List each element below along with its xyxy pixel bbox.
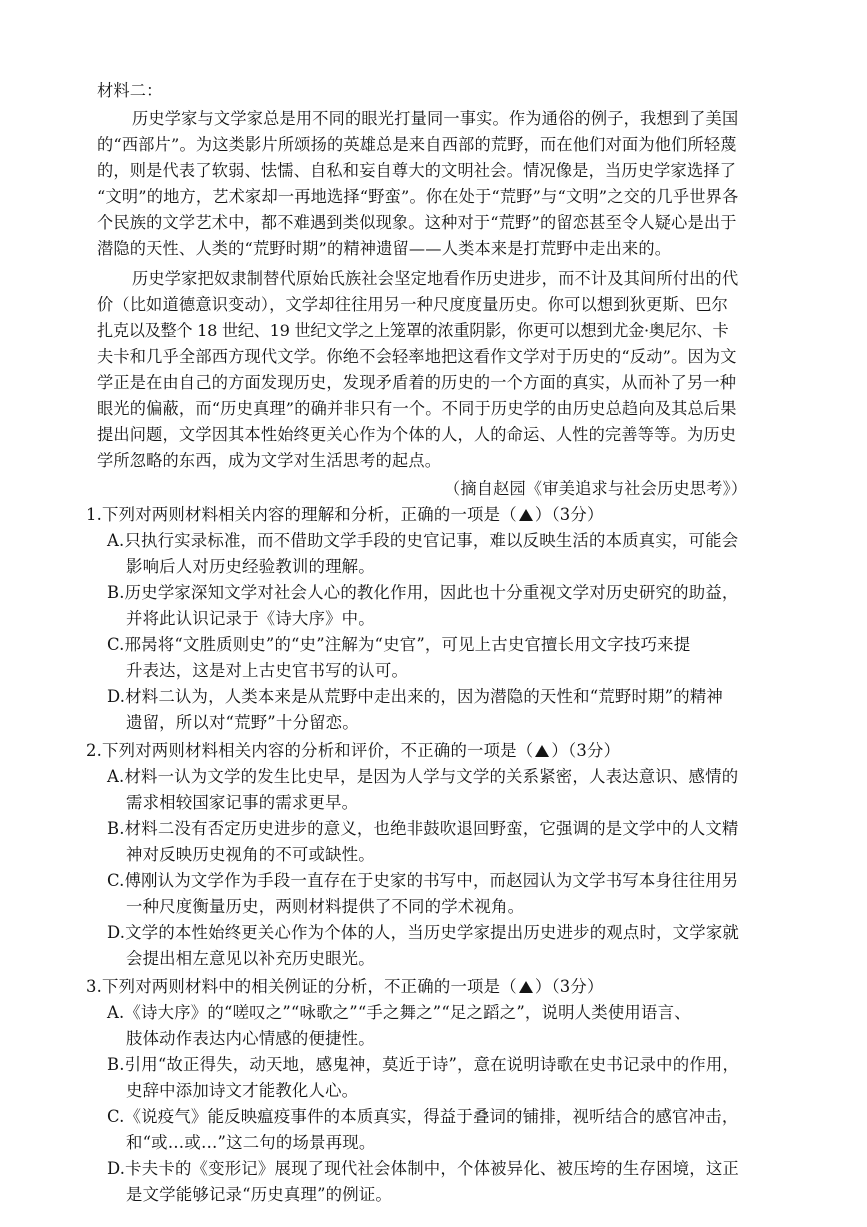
option-b-line: B.引用“故正得失，动天地，感鬼神，莫近于诗”，意在说明诗歌在史书记录中的作用， <box>107 1055 740 1074</box>
option-a-line: A.《诗大序》的“嗟叹之”“咏歌之”“手之舞之”“足之蹈之”，说明人类使用语言、 <box>107 1003 691 1022</box>
option-a-line: A.只执行实录标准，而不借助文学手段的史官记事，难以反映生活的本质真实，可能会 <box>107 531 739 550</box>
paragraph-line: 提出问题，文学因其本性始终更关心作为个体的人，人的命运、人性的完善等等。为历史 <box>97 425 737 444</box>
option-d-line: 遗留，所以对“荒野”十分留恋。 <box>126 713 359 732</box>
paragraph-line: 个民族的文学艺术中，都不难遇到类似现象。这种对于“荒野”的留恋甚至令人疑心是出于 <box>97 213 737 232</box>
option-b-line: B.材料二没有否定历史进步的意义，也绝非鼓吹退回野蛮，它强调的是文学中的人文精 <box>107 819 739 838</box>
source-citation: （摘自赵园《审美追求与社会历史思考》） <box>444 479 748 498</box>
option-d-line: D.材料二认为，人类本来是从荒野中走出来的，因为潜隐的天性和“荒野时期”的精神 <box>107 687 723 706</box>
option-c-line: C.傅刚认为文学作为手段一直存在于史家的书写中，而赵园认为文学书写本身往往用另 <box>107 871 739 890</box>
paragraph-line: 的“西部片”。为这类影片所颂扬的英雄总是来自西部的荒野，而在他们对面为他们所轻蔑 <box>97 135 737 154</box>
option-a-line: 需求相较国家记事的需求更早。 <box>126 793 359 812</box>
option-c-line: C.邢昺将“文胜质则史”的“史”注解为“史官”，可见上古史官擅长用文字技巧来提 <box>107 635 691 654</box>
question-3-stem: 3.下列对两则材料中的相关例证的分析，不正确的一项是（ ）（3分） <box>86 977 604 996</box>
option-d-line: D.卡夫卡的《变形记》展现了现代社会体制中，个体被异化、被压垮的生存困境，这正 <box>107 1159 740 1178</box>
paragraph-line: “文明”的地方，艺术家却一再地选择“野蛮”。你在处于“荒野”与“文明”之交的几乎世界各 <box>97 187 739 206</box>
question-2-stem: 2.下列对两则材料相关内容的分析和评价，不正确的一项是（ ）（3分） <box>86 741 621 760</box>
option-c-line: 和“或…或…”这二句的场景再现。 <box>126 1133 376 1152</box>
paragraph-line: 学正是在由自己的方面发现历史，发现矛盾着的历史的一个方面的真实，从而补了另一种 <box>97 373 737 392</box>
paragraph-line: 历史学家把奴隶制替代原始氏族社会坚定地看作历史进步，而不计及其间所付出的代 <box>132 269 739 288</box>
answer-triangle-icon <box>519 509 533 521</box>
option-b-line: 神对反映历史视角的不可或缺性。 <box>126 845 375 864</box>
paragraph-line: 学所忽略的东西，成为文学对生活思考的起点。 <box>97 451 442 470</box>
paragraph-line: 扎克以及整个 18 世纪、19 世纪文学之上笼罩的浓重阴影，你更可以想到尤金·奥尼尔、卡 <box>97 321 729 340</box>
option-a-line: A.材料一认为文学的发生比史早，是因为人学与文学的关系紧密，人表达意识、感情的 <box>107 767 739 786</box>
option-b-line: 并将此认识记录于《诗大序》中。 <box>126 609 375 628</box>
option-c-line: 升表达，这是对上古史官书写的认可。 <box>126 661 409 680</box>
answer-triangle-icon <box>519 981 533 993</box>
answer-triangle-icon <box>535 745 549 757</box>
paragraph-line: 眼光的偏蔽，而“历史真理”的确并非只有一个。不同于历史学的由历史总趋向及其总后果 <box>97 399 737 418</box>
option-d-line: 会提出相左意见以补充历史眼光。 <box>126 949 375 968</box>
material-heading: 材料二： <box>97 81 163 100</box>
option-a-line: 肢体动作表达内心情感的便捷性。 <box>126 1029 375 1048</box>
paragraph-line: 价（比如道德意识变动），文学却往往用另一种尺度度量历史。你可以想到狄更斯、巴尔 <box>97 295 729 314</box>
paragraph-line: 夫卡和几乎全部西方现代文学。你绝不会轻率地把这看作文学对于历史的“反动”。因为文 <box>97 347 737 366</box>
option-c-line: C.《说疫气》能反映瘟疫事件的本质真实，得益于叠词的铺排，视听结合的感官冲击， <box>107 1107 739 1126</box>
option-a-line: 影响后人对历史经验教训的理解。 <box>126 557 375 576</box>
paragraph-line: 历史学家与文学家总是用不同的眼光打量同一事实。作为通俗的例子，我想到了美国 <box>132 109 739 128</box>
paragraph-line: 的，则是代表了软弱、怯懦、自私和妄自尊大的文明社会。情况像是，当历史学家选择了 <box>97 161 737 180</box>
paragraph-line: 潜隐的天性、人类的“荒野时期”的精神遗留——人类本来是打荒野中走出来的。 <box>97 239 672 258</box>
option-b-line: 史辞中添加诗文才能教化人心。 <box>126 1081 359 1100</box>
question-1-stem: 1.下列对两则材料相关内容的理解和分析，正确的一项是（ ）（3分） <box>86 505 604 524</box>
option-d-line: 是文学能够记录“历史真理”的例证。 <box>126 1185 393 1204</box>
option-c-line: 一种尺度衡量历史，两则材料提供了不同的学术视角。 <box>126 897 525 916</box>
option-b-line: B.历史学家深知文学对社会人心的教化作用，因此也十分重视文学对历史研究的助益， <box>107 583 739 602</box>
option-d-line: D.文学的本性始终更关心作为个体的人，当历史学家提出历史进步的观点时，文学家就 <box>107 923 740 942</box>
